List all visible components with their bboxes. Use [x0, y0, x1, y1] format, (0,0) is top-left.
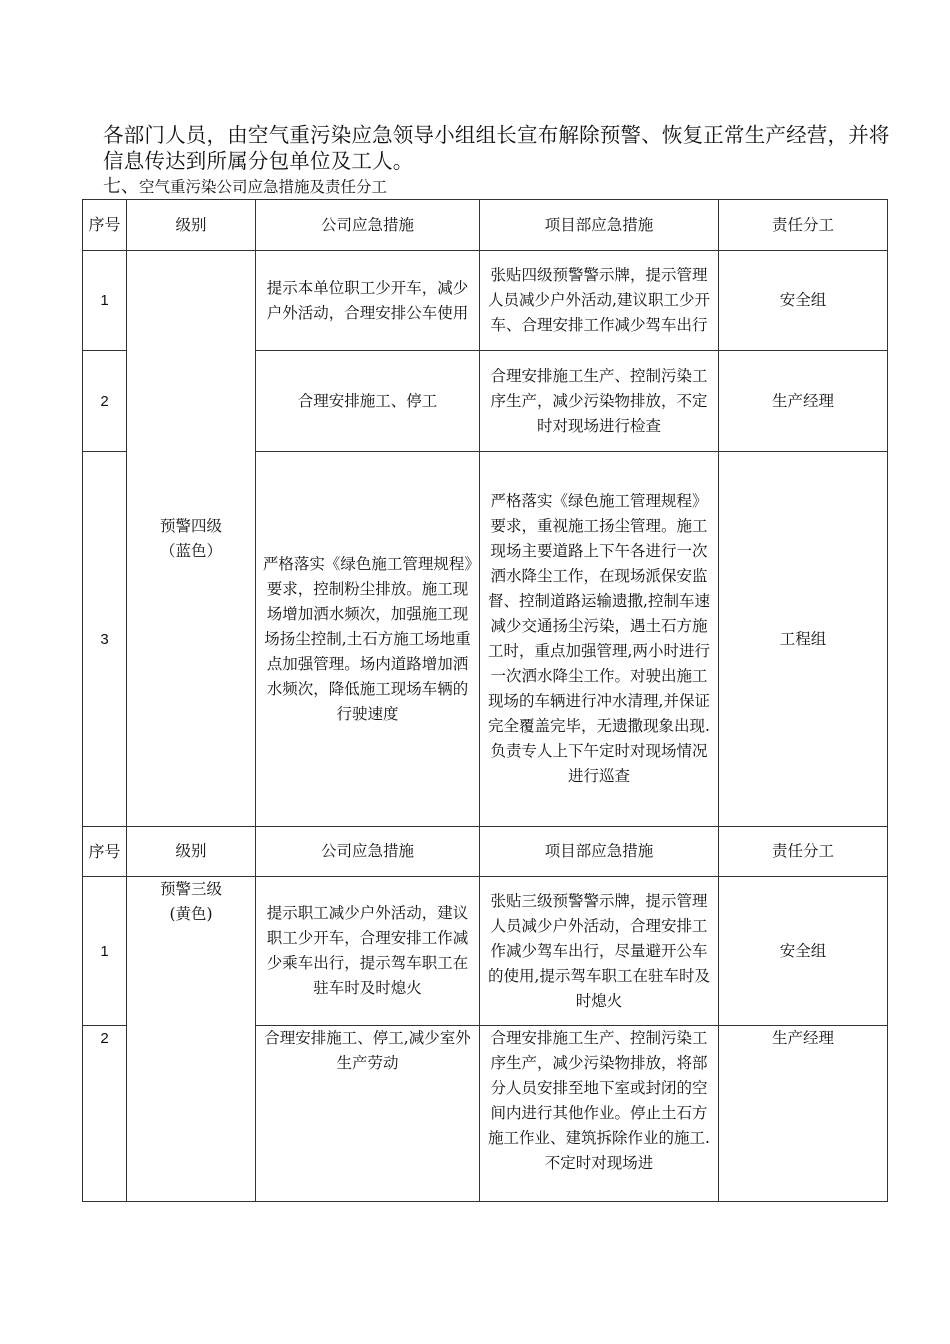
- project-measure: 合理安排施工生产、控制污染工序生产，减少污染物排放，不定时对现场进行检查: [480, 351, 719, 452]
- level-cell: [127, 251, 256, 827]
- row-seq: 3: [83, 452, 127, 827]
- level-cell: [127, 877, 256, 1202]
- duty-cell: 生产经理: [719, 1026, 888, 1202]
- duty-cell: 安全组: [719, 251, 888, 351]
- header-duty: 责任分工: [719, 827, 888, 877]
- section-number: 七、: [103, 176, 139, 197]
- header-project: 项目部应急措施: [480, 827, 719, 877]
- duty-cell: 安全组: [719, 877, 888, 1026]
- project-measure: 张贴四级预警警示牌，提示管理人员减少户外活动,建议职工少开车、合理安排工作减少驾车出行: [480, 251, 719, 351]
- header-company: 公司应急措施: [256, 827, 480, 877]
- company-measure: 合理安排施工、停工,减少室外生产劳动: [256, 1026, 480, 1202]
- emergency-measures-table: [82, 199, 888, 1202]
- section-title: [103, 177, 387, 197]
- company-measure: 严格落实《绿色施工管理规程》要求，控制粉尘排放。施工现场增加洒水频次，加强施工现场扬尘控制,土石方施工场地重点加强管理。场内道路增加洒水频次，降低施工现场车辆的行驶速度: [256, 452, 480, 827]
- header-company: 公司应急措施: [256, 200, 480, 251]
- project-measure: 张贴三级预警警示牌，提示管理人员减少户外活动，合理安排工作减少驾车出行，尽量避开公车的使用,提示驾车职工在驻车时及时熄火: [480, 877, 719, 1026]
- table-header-row: [83, 200, 888, 251]
- project-measure: 严格落实《绿色施工管理规程》要求，重视施工扬尘管理。施工现场主要道路上下午各进行一次洒水降尘工作，在现场派保安监督、控制道路运输遗撒,控制车速减少交通扬尘污染，遇土石方施工时，重点加强管理,两小时进行一次洒水降尘工作。对驶出施工现场的车辆进行冲水清理,并保证完全覆盖完毕，无遗撒现象出现.负责专人上下午定时对现场情况进行巡查: [480, 452, 719, 827]
- level-name: 预警四级: [159, 516, 222, 535]
- header-seq: 序号: [83, 827, 127, 877]
- table-row: [83, 251, 888, 351]
- row-seq: 1: [83, 251, 127, 351]
- header-duty: 责任分工: [719, 200, 888, 251]
- row-seq: 1: [83, 877, 127, 1026]
- intro-paragraph: 各部门人员，由空气重污染应急领导小组组长宣布解除预警、恢复正常生产经营，并将信息传达到所属分包单位及工人。: [103, 123, 890, 173]
- duty-cell: 工程组: [719, 452, 888, 827]
- table-header-row: [83, 827, 888, 877]
- level-color: (黄色): [169, 905, 213, 923]
- level-name: 预警三级: [159, 880, 222, 898]
- header-level: 级别: [127, 200, 256, 251]
- level-color: （蓝色）: [159, 541, 222, 560]
- section-title-text: 空气重污染公司应急措施及责任分工: [139, 178, 388, 196]
- header-seq: 序号: [83, 200, 127, 251]
- row-seq: 2: [83, 351, 127, 452]
- company-measure: 提示本单位职工少开车，减少户外活动，合理安排公车使用: [256, 251, 480, 351]
- company-measure: 提示职工减少户外活动，建议职工少开车，合理安排工作减少乘车出行，提示驾车职工在驻车时及时熄火: [256, 877, 480, 1026]
- row-seq: 2: [83, 1026, 127, 1202]
- project-measure: 合理安排施工生产、控制污染工序生产，减少污染物排放，将部分人员安排至地下室或封闭的空间内进行其他作业。停止土石方施工作业、建筑拆除作业的施工.不定时对现场进: [480, 1026, 719, 1202]
- header-project: 项目部应急措施: [480, 200, 719, 251]
- duty-cell: 生产经理: [719, 351, 888, 452]
- company-measure: 合理安排施工、停工: [256, 351, 480, 452]
- table-row: [83, 877, 888, 1026]
- header-level: 级别: [127, 827, 256, 877]
